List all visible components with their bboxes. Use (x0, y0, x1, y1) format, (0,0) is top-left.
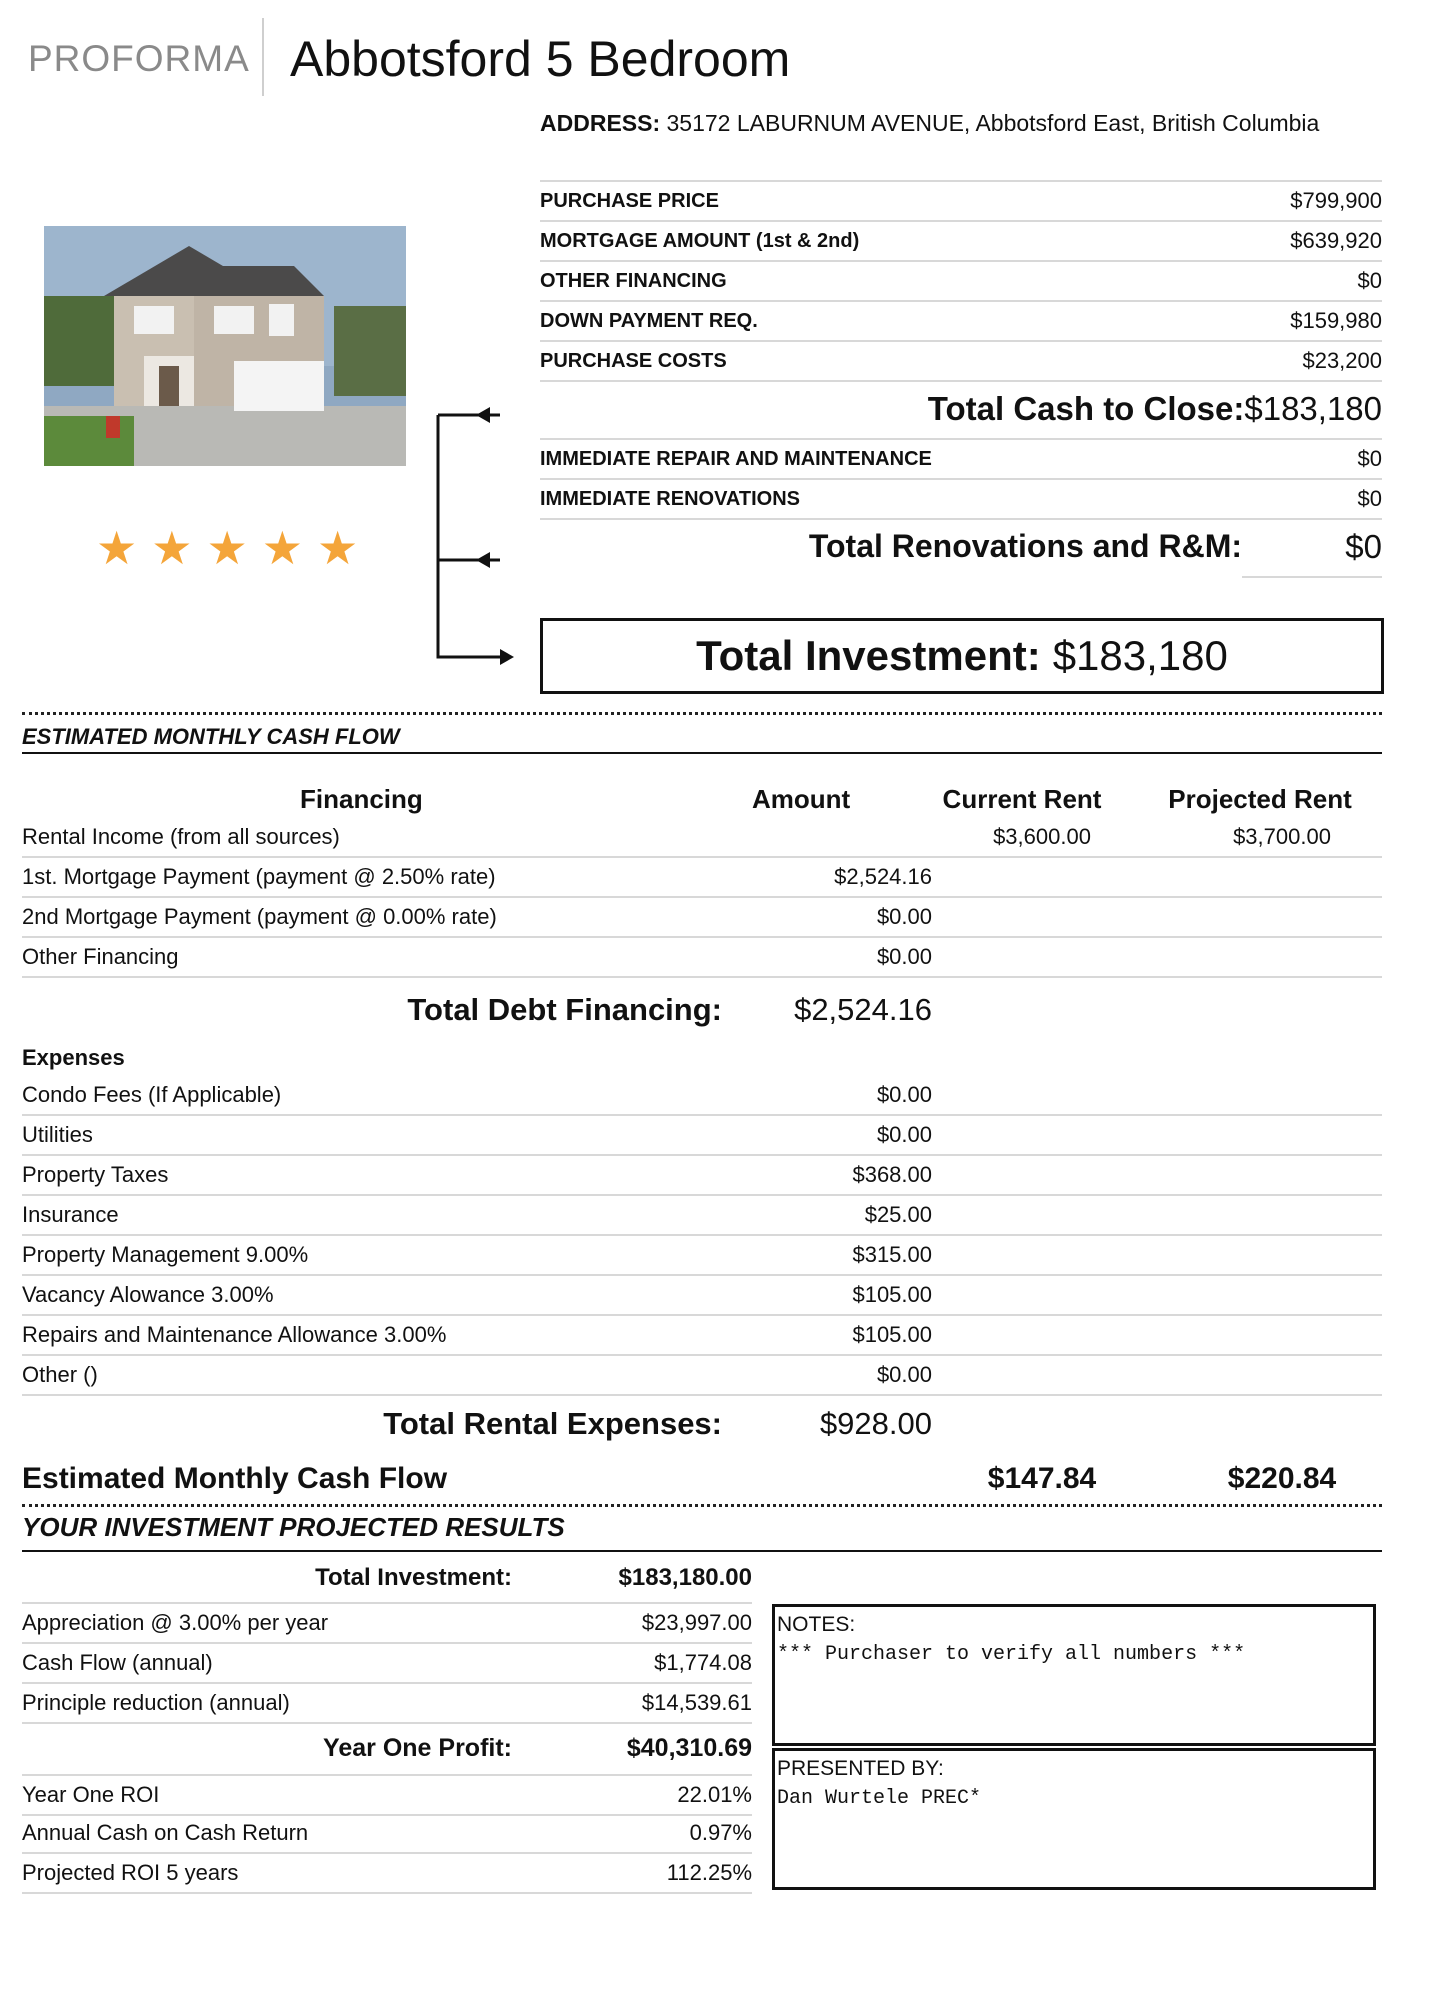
financing-amount: $2,524.16 (834, 864, 932, 889)
results-value: 22.01% (677, 1782, 752, 1807)
results-row (22, 1684, 752, 1724)
results-row (22, 1604, 752, 1644)
results-label: Principle reduction (annual) (22, 1690, 290, 1715)
results-value: $14,539.61 (641, 1690, 752, 1715)
notes-title: NOTES: (777, 1613, 856, 1636)
renovation-label: IMMEDIATE REPAIR AND MAINTENANCE (540, 447, 932, 470)
purchase-label: PURCHASE COSTS (540, 349, 727, 372)
expense-row (22, 1116, 1382, 1156)
house-photo (44, 226, 406, 466)
purchase-label: OTHER FINANCING (540, 269, 727, 292)
row-divider (540, 518, 1382, 520)
results-label: Cash Flow (annual) (22, 1650, 213, 1675)
year-one-profit (22, 1728, 752, 1772)
expense-row (22, 1076, 1382, 1116)
financing-row (22, 898, 1382, 938)
total-investment-box (540, 618, 1384, 694)
income-projected: $3,700.00 (1233, 824, 1331, 849)
dotted-divider (22, 1504, 1382, 1507)
financing-label: 2nd Mortgage Payment (payment @ 0.00% rate) (22, 904, 497, 929)
results-total-investment-label: Total Investment: (315, 1564, 512, 1591)
purchase-row (540, 220, 1382, 260)
purchase-value: $639,920 (1290, 228, 1382, 253)
page-title: Abbotsford 5 Bedroom (290, 31, 791, 87)
purchase-row (540, 260, 1382, 300)
total-renovations (540, 526, 1382, 572)
expense-amount: $25.00 (864, 1202, 932, 1227)
col-current-rent: Current Rent (942, 784, 1102, 814)
year-one-profit-value: $40,310.69 (626, 1734, 752, 1762)
presented-title: PRESENTED BY: (777, 1757, 944, 1780)
renovation-label: IMMEDIATE RENOVATIONS (540, 487, 800, 510)
monthly-cashflow-projected: $220.84 (1227, 1462, 1337, 1495)
results-row (22, 1854, 752, 1894)
expense-row (22, 1356, 1382, 1396)
star-icon: ★ (317, 522, 359, 574)
financing-amount: $0.00 (876, 944, 932, 969)
notes-box (772, 1604, 1376, 1746)
expense-amount: $105.00 (852, 1322, 932, 1347)
total-expenses (22, 1402, 1382, 1448)
total-investment-label: Total Investment: (696, 632, 1041, 679)
expense-label: Utilities (22, 1122, 93, 1147)
monthly-cashflow-current: $147.84 (987, 1462, 1097, 1495)
expenses-heading: Expenses (22, 1045, 125, 1070)
expense-label: Insurance (22, 1202, 119, 1227)
address-value: 35172 LABURNUM AVENUE, Abbotsford East, British Columbia (666, 110, 1320, 136)
expense-row (22, 1316, 1382, 1356)
total-renovations-label: Total Renovations and R&M: (808, 528, 1242, 564)
purchase-value: $0 (1357, 268, 1382, 293)
row-divider (1242, 576, 1382, 578)
total-renovations-value: $0 (1345, 528, 1382, 565)
section-rule (22, 752, 1382, 754)
renovation-value: $0 (1357, 446, 1382, 471)
connector-arrows (430, 395, 540, 670)
expense-row (22, 1196, 1382, 1236)
purchase-label: PURCHASE PRICE (540, 189, 719, 212)
results-heading: YOUR INVESTMENT PROJECTED RESULTS (22, 1512, 565, 1542)
total-investment-value: $183,180 (1052, 632, 1228, 679)
dotted-divider (22, 712, 1382, 715)
star-icon: ★ (206, 522, 248, 574)
results-label: Projected ROI 5 years (22, 1860, 239, 1885)
expense-row (22, 1276, 1382, 1316)
expense-label: Condo Fees (If Applicable) (22, 1082, 282, 1107)
expense-amount: $0.00 (876, 1122, 932, 1147)
row-divider (540, 380, 1382, 382)
expense-amount: $0.00 (876, 1082, 932, 1107)
proforma-label: PROFORMA (28, 38, 250, 79)
expense-row (22, 1236, 1382, 1276)
purchase-value: $23,200 (1302, 348, 1382, 373)
income-row (22, 818, 1382, 858)
expense-amount: $315.00 (852, 1242, 932, 1267)
presented-box (772, 1748, 1376, 1890)
purchase-row (540, 300, 1382, 340)
expense-amount: $368.00 (852, 1162, 932, 1187)
results-value: 112.25% (666, 1860, 752, 1885)
notes-content: *** Purchaser to verify all numbers *** (777, 1643, 1246, 1666)
income-label: Rental Income (from all sources) (22, 824, 340, 849)
results-total-investment (22, 1558, 752, 1604)
purchase-label: MORTGAGE AMOUNT (1st & 2nd) (540, 229, 860, 252)
expense-label: Property Management 9.00% (22, 1242, 309, 1267)
purchase-label: DOWN PAYMENT REQ. (540, 309, 758, 332)
col-amount: Amount (752, 784, 851, 814)
expense-row (22, 1156, 1382, 1196)
star-icon: ★ (151, 522, 193, 574)
expense-label: Vacancy Alowance 3.00% (22, 1282, 274, 1307)
monthly-cashflow-label: Estimated Monthly Cash Flow (22, 1462, 448, 1495)
results-label: Appreciation @ 3.00% per year (22, 1610, 329, 1635)
total-expenses-label: Total Rental Expenses: (383, 1406, 722, 1441)
cash-to-close (540, 386, 1382, 432)
results-label: Year One ROI (22, 1782, 160, 1807)
results-value: $23,997.00 (641, 1610, 752, 1635)
renovation-row (540, 478, 1382, 518)
purchase-row (540, 180, 1382, 220)
results-value: 0.97% (689, 1820, 752, 1845)
income-current: $3,600.00 (993, 824, 1091, 849)
header-divider (262, 18, 264, 96)
financing-row (22, 858, 1382, 898)
results-row (22, 1774, 752, 1816)
financing-label: Other Financing (22, 944, 179, 969)
results-total-investment-value: $183,180.00 (618, 1564, 752, 1591)
cashflow-heading: ESTIMATED MONTHLY CASH FLOW (22, 724, 400, 749)
cash-to-close-value: $183,180 (1244, 390, 1382, 427)
presented-content: Dan Wurtele PREC* (777, 1787, 982, 1810)
total-debt-value: $2,524.16 (794, 992, 932, 1027)
results-label: Annual Cash on Cash Return (22, 1820, 309, 1845)
financing-row (22, 938, 1382, 978)
results-row (22, 1814, 752, 1854)
address-label: ADDRESS: (540, 110, 661, 136)
cash-to-close-label: Total Cash to Close: (927, 390, 1245, 427)
purchase-value: $799,900 (1290, 188, 1382, 213)
purchase-row (540, 340, 1382, 380)
total-debt-label: Total Debt Financing: (407, 992, 722, 1027)
rating-stars (96, 522, 359, 574)
monthly-cashflow (22, 1458, 1382, 1502)
expense-label: Repairs and Maintenance Allowance 3.00% (22, 1322, 447, 1347)
expense-label: Other () (22, 1362, 98, 1387)
year-one-profit-label: Year One Profit: (323, 1734, 512, 1762)
renovation-row (540, 438, 1382, 478)
expense-amount: $105.00 (852, 1282, 932, 1307)
star-icon: ★ (96, 522, 138, 574)
col-financing: Financing (300, 784, 423, 814)
expense-amount: $0.00 (876, 1362, 932, 1387)
star-icon: ★ (261, 522, 303, 574)
financing-label: 1st. Mortgage Payment (payment @ 2.50% rate) (22, 864, 496, 889)
address-block (540, 104, 1380, 142)
financing-amount: $0.00 (876, 904, 932, 929)
expense-label: Property Taxes (22, 1162, 169, 1187)
results-value: $1,774.08 (654, 1650, 752, 1675)
total-expenses-value: $928.00 (819, 1406, 932, 1441)
purchase-value: $159,980 (1290, 308, 1382, 333)
col-projected-rent: Projected Rent (1168, 784, 1352, 814)
renovation-value: $0 (1357, 486, 1382, 511)
section-rule (22, 1550, 1382, 1552)
results-row (22, 1644, 752, 1684)
total-debt (22, 988, 1382, 1034)
